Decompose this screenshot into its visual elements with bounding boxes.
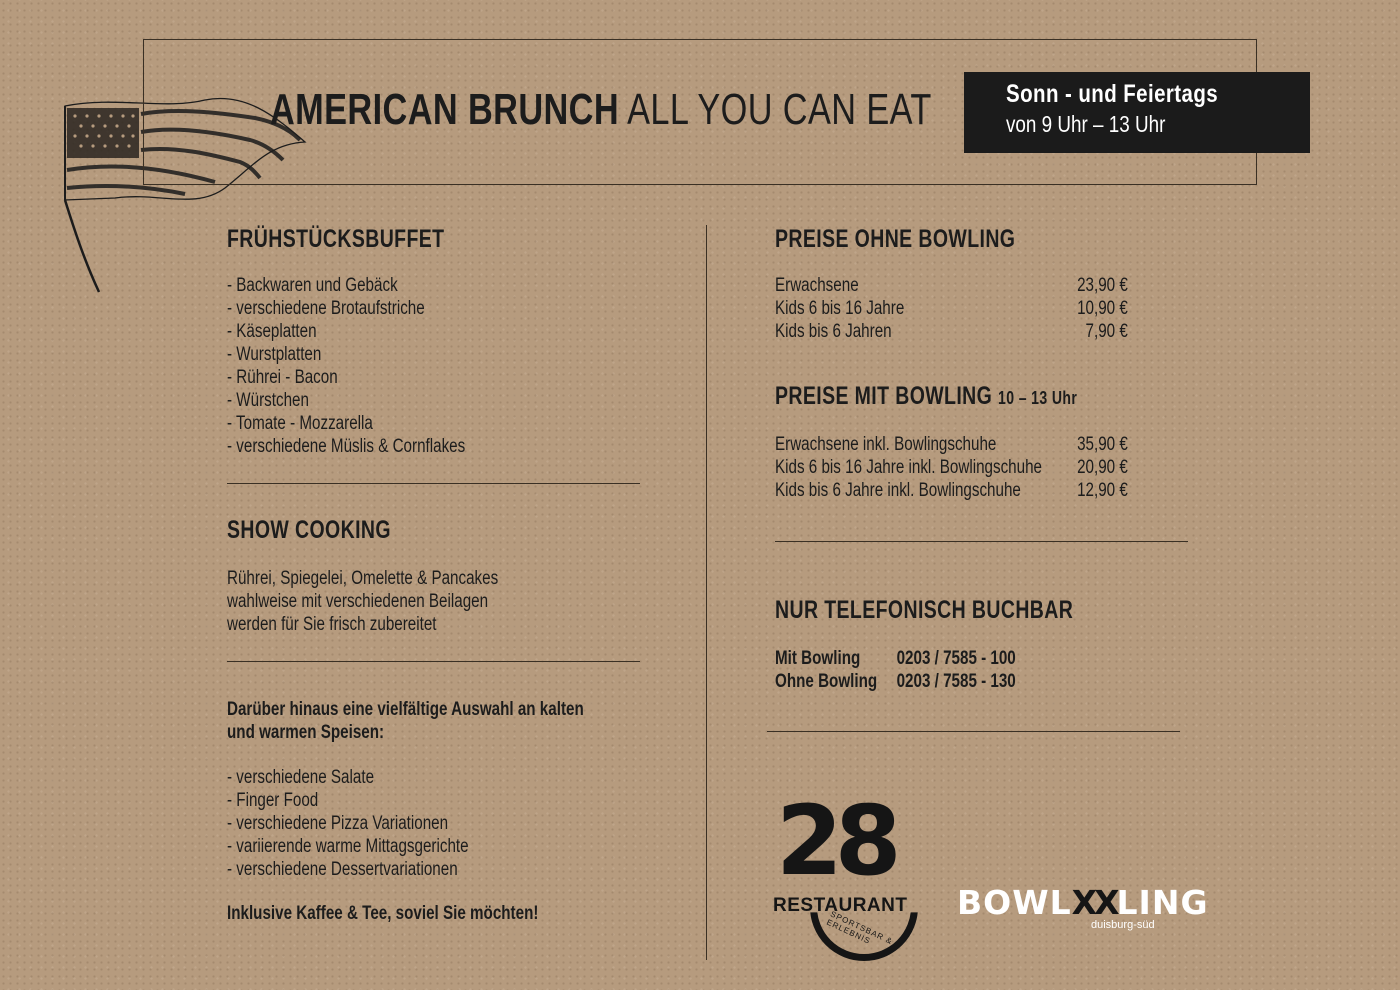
list-item: - Backwaren und Gebäck xyxy=(227,275,398,296)
hours-box xyxy=(964,72,1310,153)
bowl-xx: XX xyxy=(1071,883,1117,922)
price-value: 12,90 € xyxy=(1077,480,1128,501)
list-item: - verschiedene Pizza Variationen xyxy=(227,813,449,834)
hours-time: von 9 Uhr – 13 Uhr xyxy=(1006,111,1166,137)
prices-with-table xyxy=(775,433,1128,502)
price-value: 7,90 € xyxy=(1085,321,1128,342)
extra-intro-line: und warmen Speisen: xyxy=(227,722,385,743)
divider xyxy=(775,541,1188,542)
price-value: 10,90 € xyxy=(1077,298,1128,319)
price-value: 35,90 € xyxy=(1077,434,1128,455)
list-item: - Tomate - Mozzarella xyxy=(227,413,373,434)
booking-row xyxy=(775,670,1016,693)
cooking-line: Rührei, Spiegelei, Omelette & Pancakes xyxy=(227,568,499,589)
price-label: Erwachsene xyxy=(775,275,859,296)
list-item: - verschiedene Brotaufstriche xyxy=(227,298,425,319)
bowl-sub: duisburg-süd xyxy=(1091,919,1155,931)
cooking-line: wahlweise mit verschiedenen Beilagen xyxy=(227,591,489,612)
price-label: Kids bis 6 Jahren xyxy=(775,321,892,342)
bowl-word-b: LING xyxy=(1116,883,1209,922)
price-value: 23,90 € xyxy=(1077,275,1128,296)
booking-row xyxy=(775,647,1016,670)
page-title xyxy=(270,85,932,134)
prices-with-title: PREISE MIT BOWLING xyxy=(775,382,993,410)
price-row xyxy=(775,479,1128,502)
bowl-word-a: BOWL xyxy=(957,883,1072,922)
price-row xyxy=(775,274,1128,297)
booking-label: Ohne Bowling xyxy=(775,671,878,692)
cooking-heading: SHOW COOKING xyxy=(227,516,391,544)
price-row xyxy=(775,320,1128,343)
list-item: - Finger Food xyxy=(227,790,319,811)
list-item: - verschiedene Dessertvariationen xyxy=(227,859,458,880)
divider xyxy=(767,731,1180,732)
buffet-list xyxy=(227,274,465,458)
buffet-heading: FRÜHSTÜCKSBUFFET xyxy=(227,225,445,253)
divider xyxy=(227,661,640,662)
logo-number: 28 xyxy=(776,785,894,897)
extra-intro-line: Darüber hinaus eine vielfältige Auswahl an kalten xyxy=(227,699,584,720)
list-item: - Käseplatten xyxy=(227,321,317,342)
prices-with-heading xyxy=(775,384,1077,409)
list-item: - Wurstplatten xyxy=(227,344,322,365)
price-label: Kids bis 6 Jahre inkl. Bowlingschuhe xyxy=(775,480,1021,501)
bowlxxling-logo xyxy=(957,883,1257,936)
logo-sub: SPORTSBAR & ERLEBNIS xyxy=(825,909,895,947)
phone-number: 0203 / 7585 - 100 xyxy=(896,648,1016,669)
price-label: Kids 6 bis 16 Jahre inkl. Bowlingschuhe xyxy=(775,457,1042,478)
price-row xyxy=(775,297,1128,320)
list-item: - Rührei - Bacon xyxy=(227,367,338,388)
hours-days: Sonn - und Feiertags xyxy=(1006,80,1219,108)
logo-word: RESTAURANT xyxy=(773,895,908,916)
prices-with-time: 10 – 13 Uhr xyxy=(998,388,1078,408)
extra-list xyxy=(227,766,469,881)
restaurant-28-logo xyxy=(770,785,930,965)
booking-label: Mit Bowling xyxy=(775,648,861,669)
list-item: - Würstchen xyxy=(227,390,309,411)
column-divider xyxy=(706,225,707,960)
list-item: - variierende warme Mittagsgerichte xyxy=(227,836,469,857)
divider xyxy=(227,483,640,484)
phone-number: 0203 / 7585 - 130 xyxy=(896,671,1016,692)
prices-without-heading: PREISE OHNE BOWLING xyxy=(775,225,1016,253)
cooking-text xyxy=(227,567,498,636)
price-row xyxy=(775,456,1128,479)
price-label: Kids 6 bis 16 Jahre xyxy=(775,298,905,319)
booking-table xyxy=(775,647,1016,693)
price-row xyxy=(775,433,1128,456)
extra-intro xyxy=(227,698,584,744)
coffee-note: Inklusive Kaffee & Tee, soviel Sie möchten! xyxy=(227,903,539,924)
title-light: ALL YOU CAN EAT xyxy=(627,85,932,134)
price-value: 20,90 € xyxy=(1077,457,1128,478)
price-label: Erwachsene inkl. Bowlingschuhe xyxy=(775,434,997,455)
title-bold: AMERICAN BRUNCH xyxy=(270,85,620,134)
list-item: - verschiedene Salate xyxy=(227,767,375,788)
booking-heading: NUR TELEFONISCH BUCHBAR xyxy=(775,596,1074,624)
cooking-line: werden für Sie frisch zubereitet xyxy=(227,614,437,635)
prices-without-table xyxy=(775,274,1128,343)
list-item: - verschiedene Müslis & Cornflakes xyxy=(227,436,466,457)
